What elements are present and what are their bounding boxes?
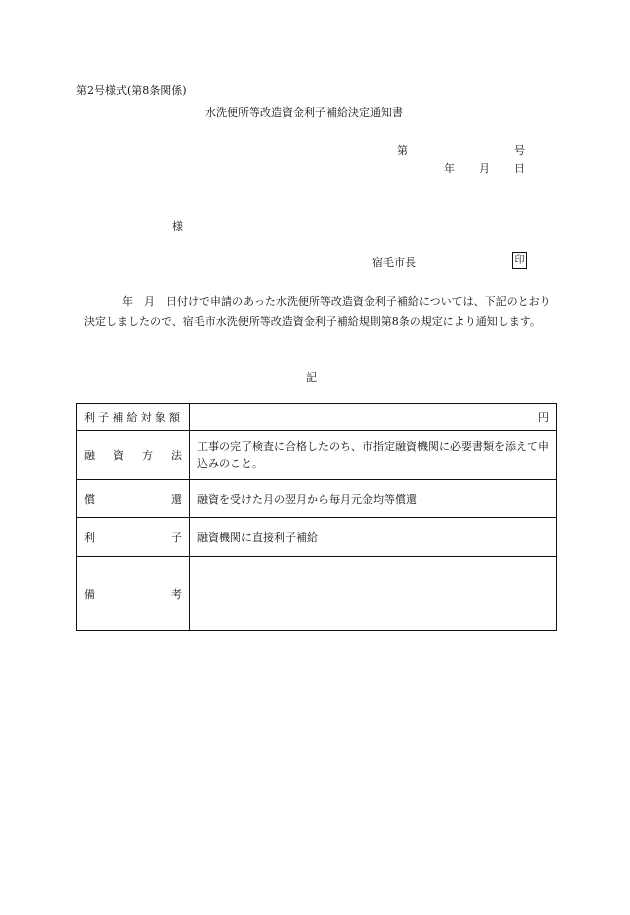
- label-text: 備 考: [84, 587, 182, 601]
- row-value: 融資機関に直接利子補給: [190, 518, 557, 557]
- issue-date-line: [444, 160, 525, 176]
- date-month: 月: [479, 162, 490, 175]
- row-value: 円: [190, 404, 557, 431]
- body-paragraph: 年 月 日付けで申請のあった水洗便所等改造資金利子補給については、下記のとおり決定しましたので、宿毛市水洗便所等改造資金利子補給規則第8条の規定により通知します。: [84, 295, 551, 328]
- date-year: 年: [444, 162, 455, 175]
- row-value: 融資を受けた月の翌月から毎月元金均等償還: [190, 480, 557, 518]
- seal-mark: 印: [512, 252, 527, 269]
- row-label: [77, 557, 190, 631]
- document-number-line: [397, 142, 525, 158]
- row-value: 工事の完了検査に合格したのち、市指定融資機関に必要書類を添えて申込みのこと。: [190, 431, 557, 480]
- row-label: [77, 431, 190, 480]
- row-label: [77, 404, 190, 431]
- label-text: 融 資 方 法: [84, 449, 182, 462]
- number-prefix: 第: [397, 144, 408, 157]
- terms-table: [76, 403, 557, 631]
- number-suffix: 号: [514, 144, 525, 157]
- label-text: 利 子: [84, 531, 182, 544]
- date-day: 日: [514, 162, 525, 175]
- label-text: 償 還: [84, 492, 182, 506]
- document-title: 水洗便所等改造資金利子補給決定通知書: [205, 106, 403, 119]
- label-text: 利 子 補 給 対 象 額: [84, 411, 182, 424]
- row-label: [77, 518, 190, 557]
- ki-heading: 記: [306, 371, 317, 384]
- row-label: [77, 480, 190, 518]
- table-row: [77, 518, 557, 557]
- table-row: [77, 404, 557, 431]
- table-row: [77, 557, 557, 631]
- form-number: 第2号様式(第8条関係): [76, 84, 187, 97]
- addressee-honorific: 様: [172, 220, 183, 233]
- table-row: [77, 480, 557, 518]
- row-value: [190, 557, 557, 631]
- table-row: [77, 431, 557, 480]
- sender-name: 宿毛市長: [372, 256, 416, 269]
